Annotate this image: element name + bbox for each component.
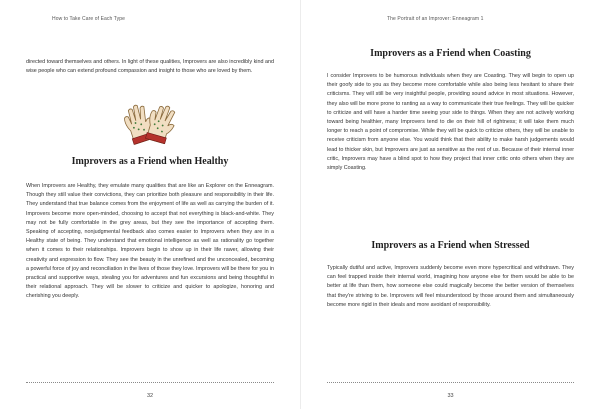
gardening-gloves-icon bbox=[115, 98, 185, 146]
right-heading-stressed: Improvers as a Friend when Stressed bbox=[371, 240, 530, 251]
left-page-number: 32 bbox=[146, 393, 154, 399]
left-footer-rule bbox=[26, 382, 274, 383]
right-running-head: The Portrait of an Improver: Enneagram 1 bbox=[387, 16, 484, 22]
right-page-number: 33 bbox=[447, 393, 454, 399]
right-footer-rule bbox=[327, 382, 574, 383]
left-running-head: How to Take Care of Each Type bbox=[52, 16, 126, 22]
right-paragraph-stressed: Typically dutiful and active, Improvers suddenly become even more hypercritical and withdrawn. They can feel trapped inside their internal world, imagining how anyone else for them would be able to be better at life than them, how someone else could magically become the better version of themselves that they're striving to be. Improvers will feel misunderstood by those around them and simultaneously become more rigid in their ideals and more avoidant of responsibility. bbox=[327, 265, 574, 308]
left-paragraph: When Improvers are Healthy, they emulate many qualities that are like an Explorer on the Enneagram. Though they still value their convictions, they can prioritize both pleasure and responsibility in their life. They understand that true balance comes from the enjoyment of life as well as carrying the burden of it. Improvers become more open-minded, choosing to accept that not everything is black-and-white. They may not be fully comfortable in the grey areas, but they see the importance of accepting them. Speaking of accepting, nonjudgmental feedback also comes easier to Improvers when they are in a Healthy state of being. They understand that emotional intelligence as well as rationality go together when it comes to their relationships. Improvers begin to show up in their life rawer, allowing their creativity and expression to flow. They see the beauty in the unrefined and the unconcealed, becoming a powerful force of joy and reconciliation in the lives of those they love. Improvers will be there for you in practical and supportive ways, stealing you for adventures and fun excursions and being thoughtful in their relational approach. They will be slower to criticize and quicker to apologize, honoring and cherishing you deeply. bbox=[26, 183, 274, 300]
right-heading-coasting: Improvers as a Friend when Coasting bbox=[370, 48, 531, 59]
right-paragraph-coasting: I consider Improvers to be humorous individuals when they are Coasting. They will begin to open up their goofy side to you as they become more comfortable while also being less hesitant to share their criticisms. They will still be very insightful people, providing sound advice in most situations. However, they also will be more prone to ranting as a way to communicate their true feelings. They will be quicker to criticize and will have a harder time seeing your side to things. When they are not actively working toward being healthier, many Improvers tend to die on their hill of rightness; it will take them much longer to reach a point of compromise. While they will be quick to criticize others, they will be unable to receive criticism from anyone else. You would think that their ability to make harsh judgements would lead to thicker skin, but Improvers are just as sensitive as the rest of us. Because of their internal inner critic, Improvers may have a blind spot to how they project that inner critic onto others when they are simply Coasting. bbox=[327, 73, 574, 172]
right-page bbox=[300, 0, 600, 409]
left-heading: Improvers as a Friend when Healthy bbox=[71, 156, 229, 167]
left-intro-paragraph: directed toward themselves and others. In light of these qualities, Improvers are also incredibly kind and wise people who can extend profound compassion and insight to those who are loved by them. bbox=[26, 59, 274, 75]
